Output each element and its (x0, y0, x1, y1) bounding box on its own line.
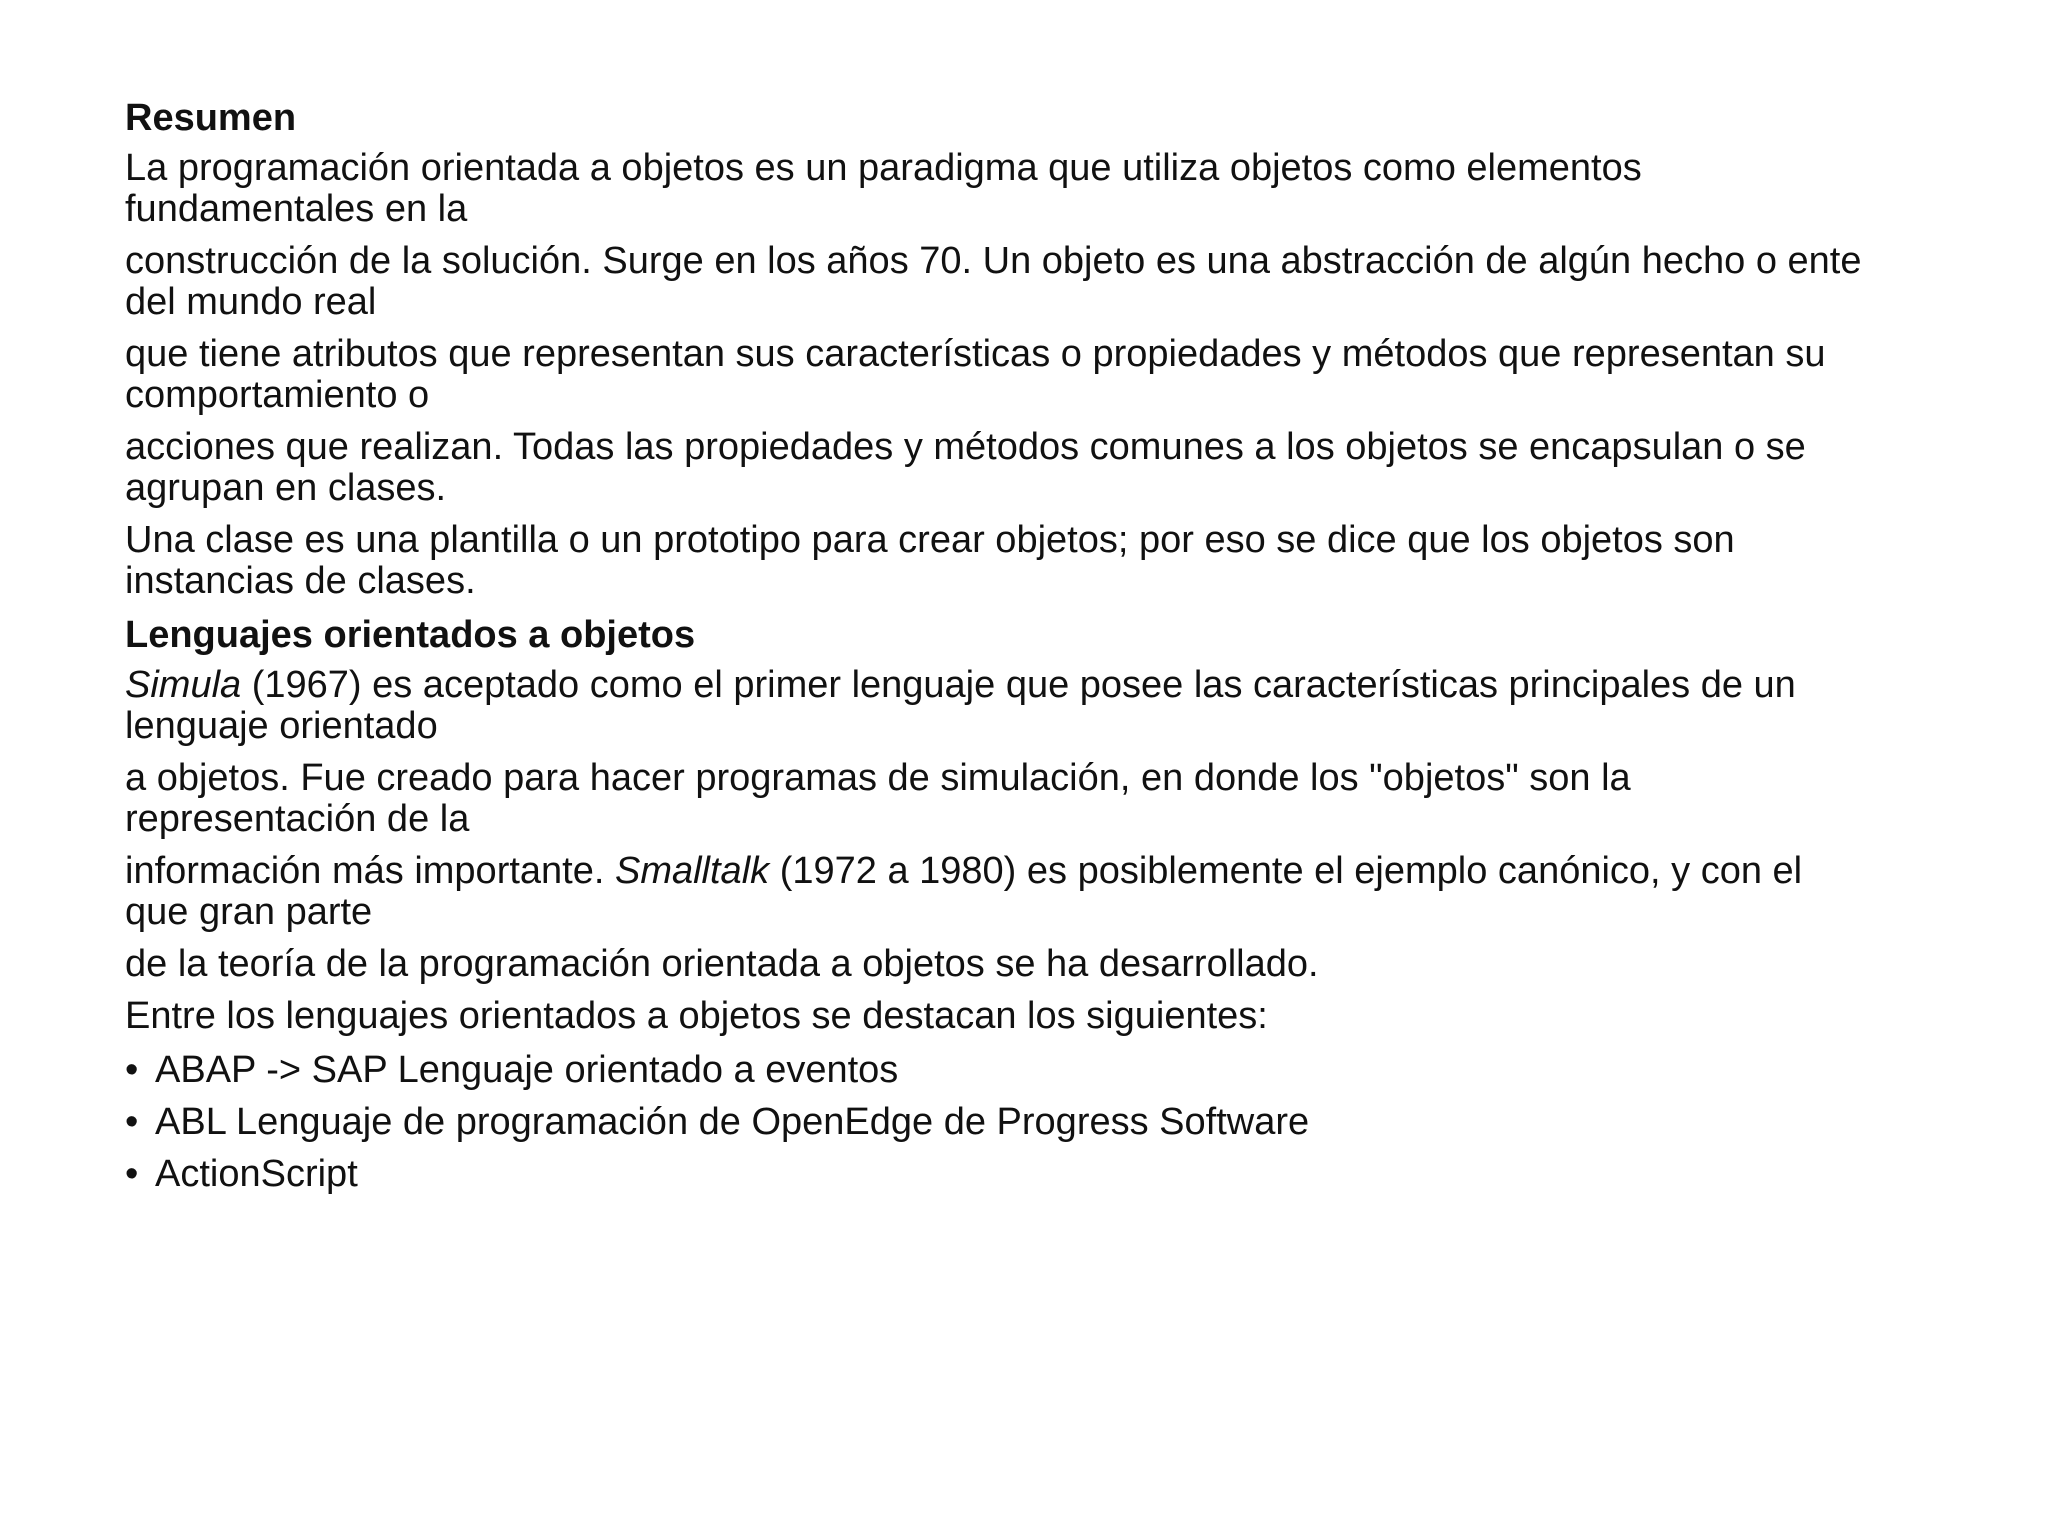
languages-line-2: a objetos. Fue creado para hacer programas de simulación, en donde los "objetos" son la (125, 757, 1631, 799)
summary-paragraph-3 (125, 334, 1940, 416)
list-item-label: ActionScript (155, 1153, 358, 1195)
languages-paragraph-1 (125, 665, 1940, 747)
summary-line-2: construcción de la solución. Surge en los años 70. Un objeto es una abstracción de algún hecho o ente (125, 240, 1862, 282)
languages-line-3-tail: que gran parte (125, 891, 373, 933)
bullet-icon: • (125, 1101, 139, 1143)
summary-line-4-tail: agrupan en clases. (125, 467, 447, 509)
smalltalk-term: Smalltalk (614, 850, 770, 892)
summary-line-3-tail: comportamiento o (125, 374, 430, 416)
summary-line-4: acciones que realizan. Todas las propiedades y métodos comunes a los objetos se encapsulan o se (125, 426, 1806, 468)
languages-paragraph-4: de la teoría de la programación orientada a objetos se ha desarrollado. (125, 943, 1319, 985)
slide-content (125, 96, 1940, 1204)
list-item-label: ABL Lenguaje de programación de OpenEdge de Progress Software (155, 1101, 1310, 1143)
languages-line-3: (1972 a 1980) es posiblemente el ejemplo canónico, y con el (769, 850, 1803, 892)
summary-line-5: Una clase es una plantilla o un prototipo para crear objetos; por eso se dice que los objetos son (125, 519, 1735, 561)
summary-paragraph-1 (125, 148, 1940, 230)
summary-line-1-tail: fundamentales en la (125, 188, 468, 230)
languages-heading: Lenguajes orientados a objetos (125, 614, 696, 656)
languages-paragraph-3 (125, 851, 1940, 933)
summary-line-1: La programación orientada a objetos es un paradigma que utiliza objetos como elementos (125, 147, 1642, 189)
summary-line-3: que tiene atributos que representan sus características o propiedades y métodos que representan su (125, 333, 1826, 375)
list-item-label: ABAP -> SAP Lenguaje orientado a eventos (155, 1049, 899, 1091)
summary-paragraph-2 (125, 241, 1940, 323)
bullet-icon: • (125, 1153, 139, 1195)
summary-paragraph-5 (125, 520, 1940, 602)
languages-paragraph-5: Entre los lenguajes orientados a objetos se destacan los siguientes: (125, 995, 1268, 1037)
list-item (125, 1048, 1940, 1092)
languages-paragraph-2 (125, 758, 1940, 840)
languages-line-2-tail: representación de la (125, 798, 470, 840)
languages-line-1: (1967) es aceptado como el primer lenguaje que posee las características principales de un (241, 664, 1796, 706)
list-item (125, 1100, 1940, 1144)
languages-line-1-tail: lenguaje orientado (125, 705, 438, 747)
summary-line-5-tail: instancias de clases. (125, 560, 476, 602)
list-item (125, 1152, 1940, 1196)
summary-line-2-tail: del mundo real (125, 281, 377, 323)
bullet-icon: • (125, 1049, 139, 1091)
summary-heading: Resumen (125, 97, 297, 139)
summary-paragraph-4 (125, 427, 1940, 509)
simula-term: Simula (125, 664, 242, 706)
languages-line-3-start: información más importante. (125, 850, 615, 892)
